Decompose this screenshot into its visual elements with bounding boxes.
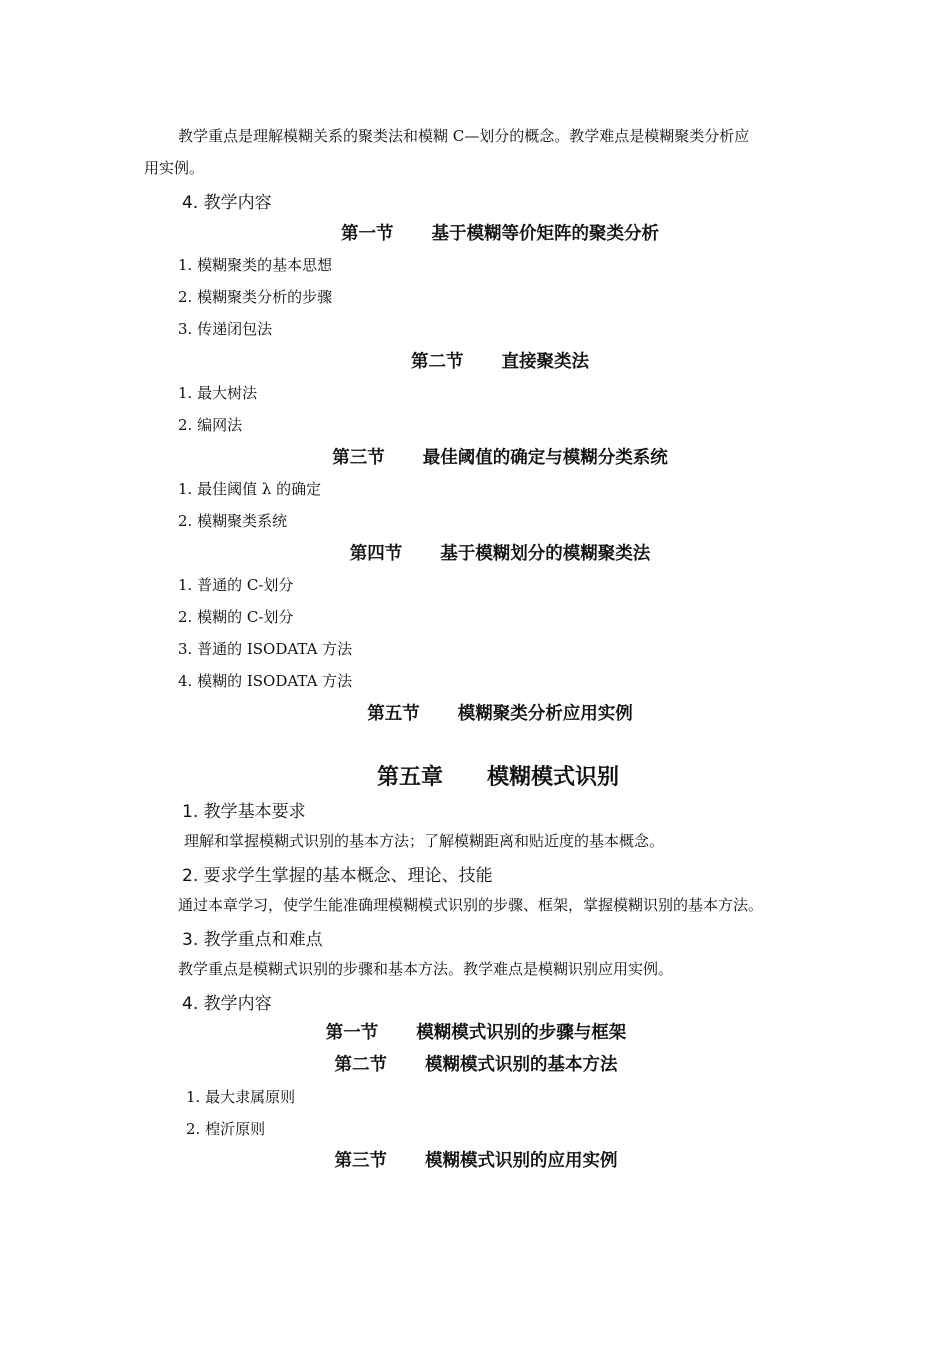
content-heading: 4. 教学内容 (182, 193, 272, 213)
section-heading (0, 1019, 952, 1044)
section-title: 模糊模式识别的步骤与框架 (416, 1023, 627, 1043)
section-title: 直接聚类法 (501, 352, 589, 372)
list-item: 2. 模糊聚类系统 (178, 512, 288, 530)
key-points-heading: 3. 教学重点和难点 (182, 930, 323, 950)
list-item: 2. 模糊聚类分析的步骤 (178, 288, 333, 306)
list-item: 3. 传递闭包法 (178, 320, 273, 338)
section-heading (0, 700, 952, 725)
section-number: 第三节 (332, 448, 385, 468)
section-number: 第二节 (411, 352, 464, 372)
section-number: 第三节 (334, 1151, 387, 1171)
section-title: 模糊模式识别的基本方法 (425, 1055, 618, 1075)
list-item: 2. 模糊的 C-划分 (178, 608, 294, 626)
section-number: 第一节 (325, 1023, 379, 1043)
requirements-text: 理解和掌握模糊式识别的基本方法；了解模糊距离和贴近度的基本概念。 (184, 832, 665, 850)
list-item: 1. 普通的 C-划分 (178, 576, 294, 594)
section-heading (0, 540, 952, 565)
list-item: 1. 模糊聚类的基本思想 (178, 256, 333, 274)
intro-paragraph-line1: 教学重点是理解模糊关系的聚类法和模糊 C—划分的概念。教学难点是模糊聚类分析应 (178, 127, 750, 145)
section-heading (0, 348, 952, 373)
list-item: 1. 最大隶属原则 (186, 1088, 296, 1106)
section-number: 第一节 (341, 224, 394, 244)
list-item: 2. 编网法 (178, 416, 243, 434)
intro-paragraph-line2: 用实例。 (144, 159, 205, 177)
key-points-text: 教学重点是模糊式识别的步骤和基本方法。教学难点是模糊识别应用实例。 (178, 960, 674, 978)
list-item: 1. 最大树法 (178, 384, 258, 402)
section-title: 基于模糊划分的模糊聚类法 (440, 544, 651, 564)
list-item: 3. 普通的 ISODATA 方法 (178, 640, 353, 658)
section-title: 基于模糊等价矩阵的聚类分析 (431, 224, 659, 244)
section-heading (0, 1051, 952, 1076)
section-heading (0, 220, 952, 245)
chapter-number: 第五章 (376, 765, 443, 790)
section-title: 最佳阈值的确定与模糊分类系统 (422, 448, 668, 468)
list-item: 2. 楻沂原则 (186, 1120, 266, 1138)
section-number: 第五节 (367, 704, 420, 724)
section-number: 第四节 (349, 544, 403, 564)
list-item: 4. 模糊的 ISODATA 方法 (178, 672, 353, 690)
chapter-title (0, 760, 952, 791)
list-item: 1. 最佳阈值 λ 的确定 (178, 480, 322, 498)
section-title: 模糊模式识别的应用实例 (425, 1151, 618, 1171)
content-heading: 4. 教学内容 (182, 994, 272, 1014)
requirements-heading: 1. 教学基本要求 (182, 802, 306, 822)
section-heading (0, 1147, 952, 1172)
concepts-text: 通过本章学习，使学生能准确理模糊模式识别的步骤、框架，掌握模糊识别的基本方法。 (178, 896, 764, 914)
concepts-heading: 2. 要求学生掌握的基本概念、理论、技能 (182, 866, 493, 886)
section-number: 第二节 (334, 1055, 387, 1075)
section-heading (0, 444, 952, 469)
section-title: 模糊聚类分析应用实例 (457, 704, 633, 724)
chapter-name: 模糊模式识别 (487, 765, 620, 790)
